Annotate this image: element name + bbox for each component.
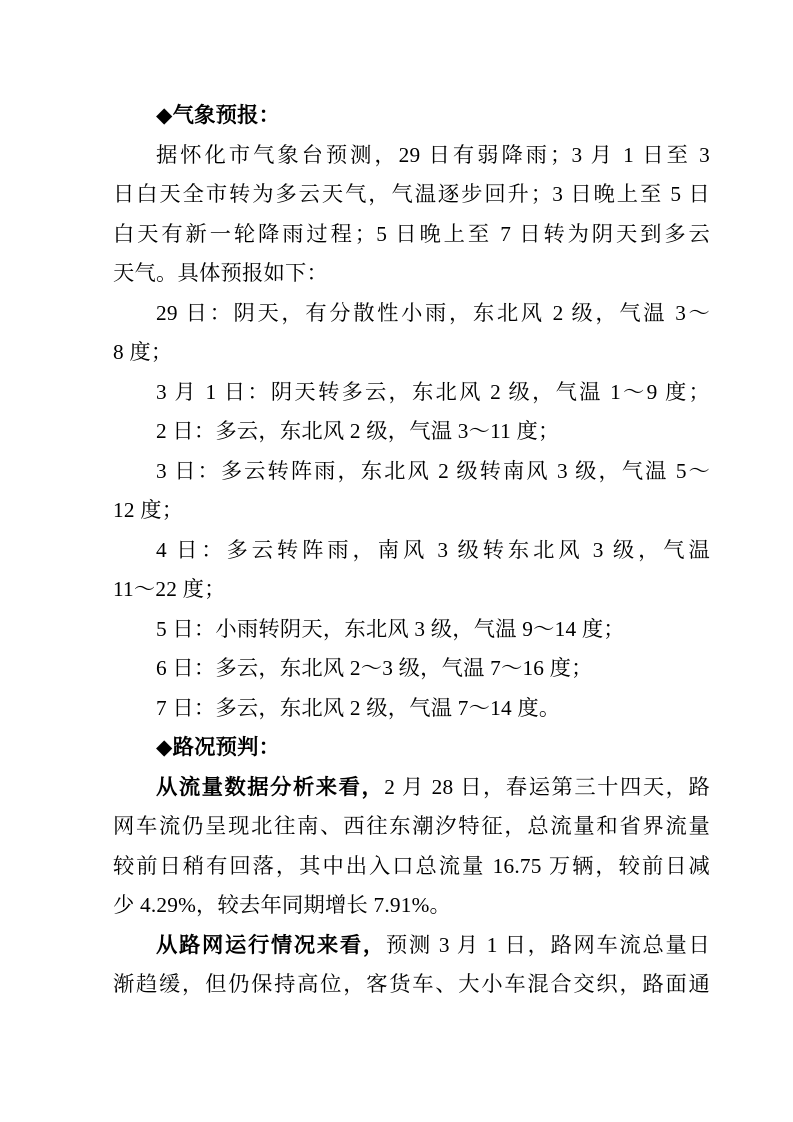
text-line: 日白天全市转为多云天气，气温逐步回升；3 日晚上至 5 日 [113,182,710,206]
text-line: 少 4.29%，较去年同期增长 7.91%。 [113,893,452,917]
text-line: 天气。具体预报如下： [113,261,328,285]
text-line: 3 月 1 日：阴天转多云，东北风 2 级，气温 1～9 度； [156,379,710,404]
text-line: 从流量数据分析来看，2 月 28 日，春运第三十四天，路 [156,774,710,799]
text-line: 12 度； [113,498,184,522]
text-line: 11～22 度； [113,577,226,601]
section-heading: ◆路况预判： [156,735,281,759]
text-line: 7 日：多云，东北风 2 级，气温 7～14 度。 [156,695,561,720]
text-line: 较前日稍有回落，其中出入口总流量 16.75 万辆，较前日减 [113,853,710,878]
text-line: 据怀化市气象台预测，29 日有弱降雨；3 月 1 日至 3 [156,142,710,167]
text-line: 29 日：阴天，有分散性小雨，东北风 2 级，气温 3～ [156,300,710,325]
text-line: 渐趋缓，但仍保持高位，客货车、大小车混合交织，路面通 [113,972,710,996]
text-line: 3 日：多云转阵雨，东北风 2 级转南风 3 级，气温 5～ [156,458,710,483]
text-line: 5 日：小雨转阴天，东北风 3 级，气温 9～14 度； [156,616,625,641]
text-line: 白天有新一轮降雨过程；5 日晚上至 7 日转为阴天到多云 [113,221,710,246]
bold-lead-phrase: 从流量数据分析来看， [156,774,385,799]
text-line: 网车流仍呈现北往南、西往东潮汐特征，总流量和省界流量 [113,814,710,838]
text-line: 8 度； [113,340,173,364]
section-heading: ◆气象预报： [156,103,281,127]
bold-lead-phrase: 从路网运行情况来看， [156,932,386,957]
text-line: 2 日：多云，东北风 2 级，气温 3～11 度； [156,419,560,443]
text-line: 4 日：多云转阵雨，南风 3 级转东北风 3 级，气温 [156,537,710,562]
text-line: 6 日：多云，东北风 2～3 级，气温 7～16 度； [156,656,593,680]
text-line: 从路网运行情况来看，预测 3 月 1 日，路网车流总量日 [156,932,710,957]
